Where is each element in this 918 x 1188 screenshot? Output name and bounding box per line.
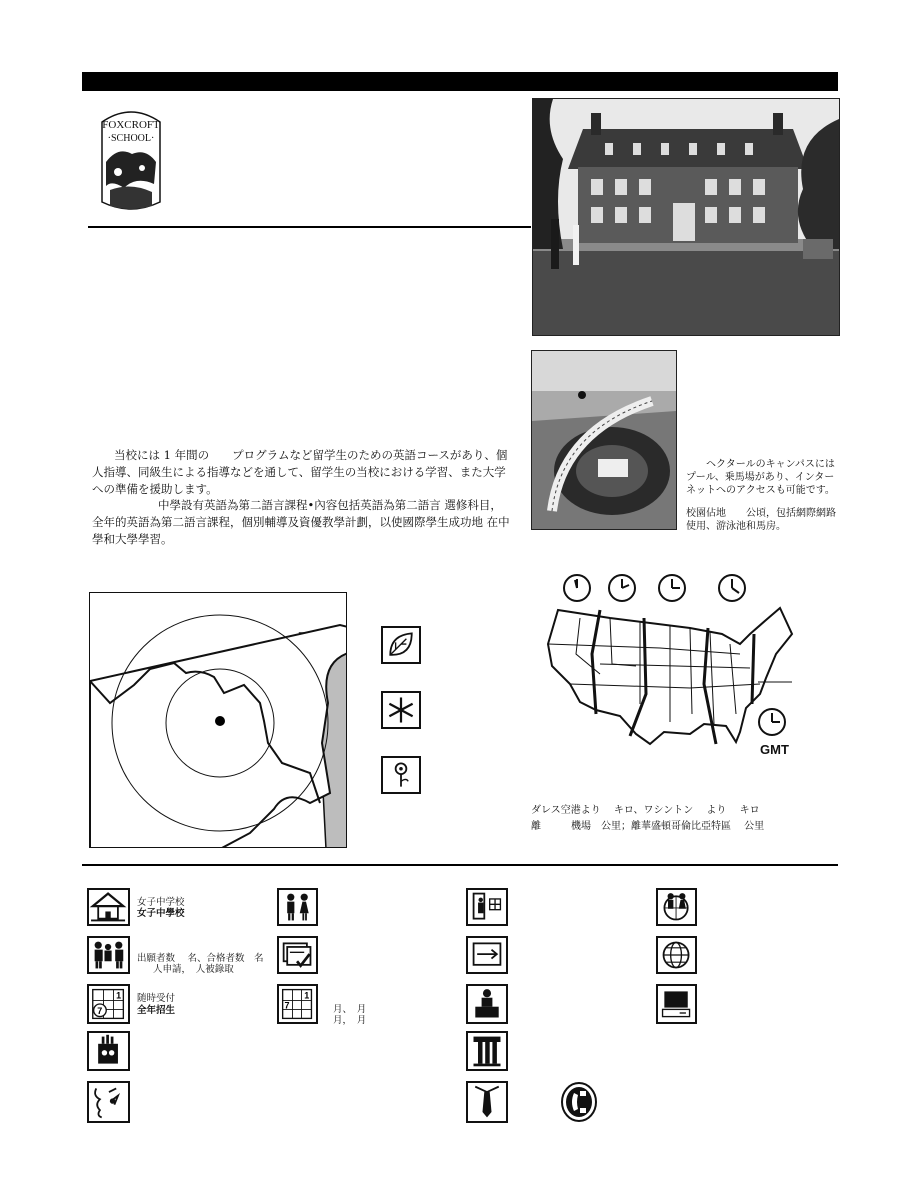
- foxcroft-logo: [96, 102, 166, 216]
- leaf-icon: [381, 626, 421, 664]
- applicants-icon: [87, 936, 130, 974]
- students-gender-icon: [277, 888, 318, 926]
- globe-icon: [656, 936, 697, 974]
- svg-text:1: 1: [304, 990, 310, 1001]
- transfer-arrow-icon: [466, 936, 508, 974]
- campus-building-photo: [532, 98, 840, 336]
- clock-icon: [718, 574, 746, 602]
- calendar-rolling-icon: [87, 984, 130, 1024]
- clock-icon: [608, 574, 636, 602]
- header-bar: [82, 72, 838, 91]
- dates-line-1: 月、 月: [333, 1004, 367, 1015]
- esl-paragraph-japanese: 当校には 1 年間の プログラムなど留学生のための英語コースがあり、個人指導、同級生による指導などを通して、留学生の当校における学習、また大学への準備を援助します。: [92, 448, 508, 496]
- section-divider: [88, 226, 531, 228]
- logo-line1: FOXCROFT: [102, 119, 160, 131]
- distance-chinese: 離 機場 公里；離華盛頓哥倫比亞特區 公里: [531, 821, 765, 832]
- flower-icon: [381, 756, 421, 794]
- svg-text:7: 7: [97, 1005, 103, 1016]
- coastline-map-icon: [87, 1081, 130, 1123]
- school-type-japanese: 女子中学校: [137, 897, 185, 908]
- svg-text:1: 1: [116, 990, 122, 1001]
- applicants-chinese: 人申請， 人被錄取: [153, 964, 234, 975]
- dates-line-2: 月， 月: [333, 1015, 367, 1026]
- column-pillar-icon: [466, 1031, 508, 1071]
- application-checkmark-icon: [277, 936, 318, 974]
- rolling-admission-japanese: 随時受付: [137, 993, 176, 1004]
- clock-icon: [563, 574, 591, 602]
- snowflake-icon: [381, 691, 421, 729]
- logo-line2: ·SCHOOL·: [107, 133, 155, 144]
- campus-text-chinese: 校園佔地 公頃，包括網際網路 使用、游泳池和馬房。: [686, 508, 866, 532]
- staircase-photo: [531, 350, 677, 530]
- distance-japanese: ダレス空港より キロ、ワシントン より キロ: [531, 805, 760, 816]
- arts-theater-icon: [87, 1031, 130, 1071]
- calendar-dates-icon: [277, 984, 318, 1024]
- applicants-japanese: 出願者数 名、合格者数 名: [137, 953, 264, 964]
- computer-icon: [656, 984, 697, 1024]
- svg-text:7: 7: [284, 1000, 290, 1011]
- school-building-icon: [87, 888, 130, 926]
- clock-icon: [658, 574, 686, 602]
- international-students-icon: [656, 888, 697, 926]
- facts-divider: [82, 864, 838, 866]
- rolling-admission-chinese: 全年招生: [137, 1005, 176, 1016]
- usa-timezone-map: [540, 604, 798, 750]
- dormitory-room-icon: [466, 888, 508, 926]
- dress-code-tie-icon: [466, 1081, 508, 1123]
- teacher-desk-icon: [466, 984, 508, 1024]
- gmt-label: GMT: [760, 742, 789, 757]
- regional-map: [89, 592, 347, 848]
- esl-paragraph-chinese: 中學設有英語為第二語言課程•內容包括英語為第二語言 選修科目， 全年的英語為第二語言課程，個別輔導及資優教學計劃，以使國際學生成功地 在中學和大學學習。: [92, 498, 510, 546]
- campus-text-japanese: ヘクタールのキャンパスにはプール、乗馬場があり、インターネットへのアクセスも可能です。: [686, 459, 835, 496]
- telephone-icon: [560, 1081, 599, 1123]
- school-type-chinese: 女子中學校: [137, 908, 185, 919]
